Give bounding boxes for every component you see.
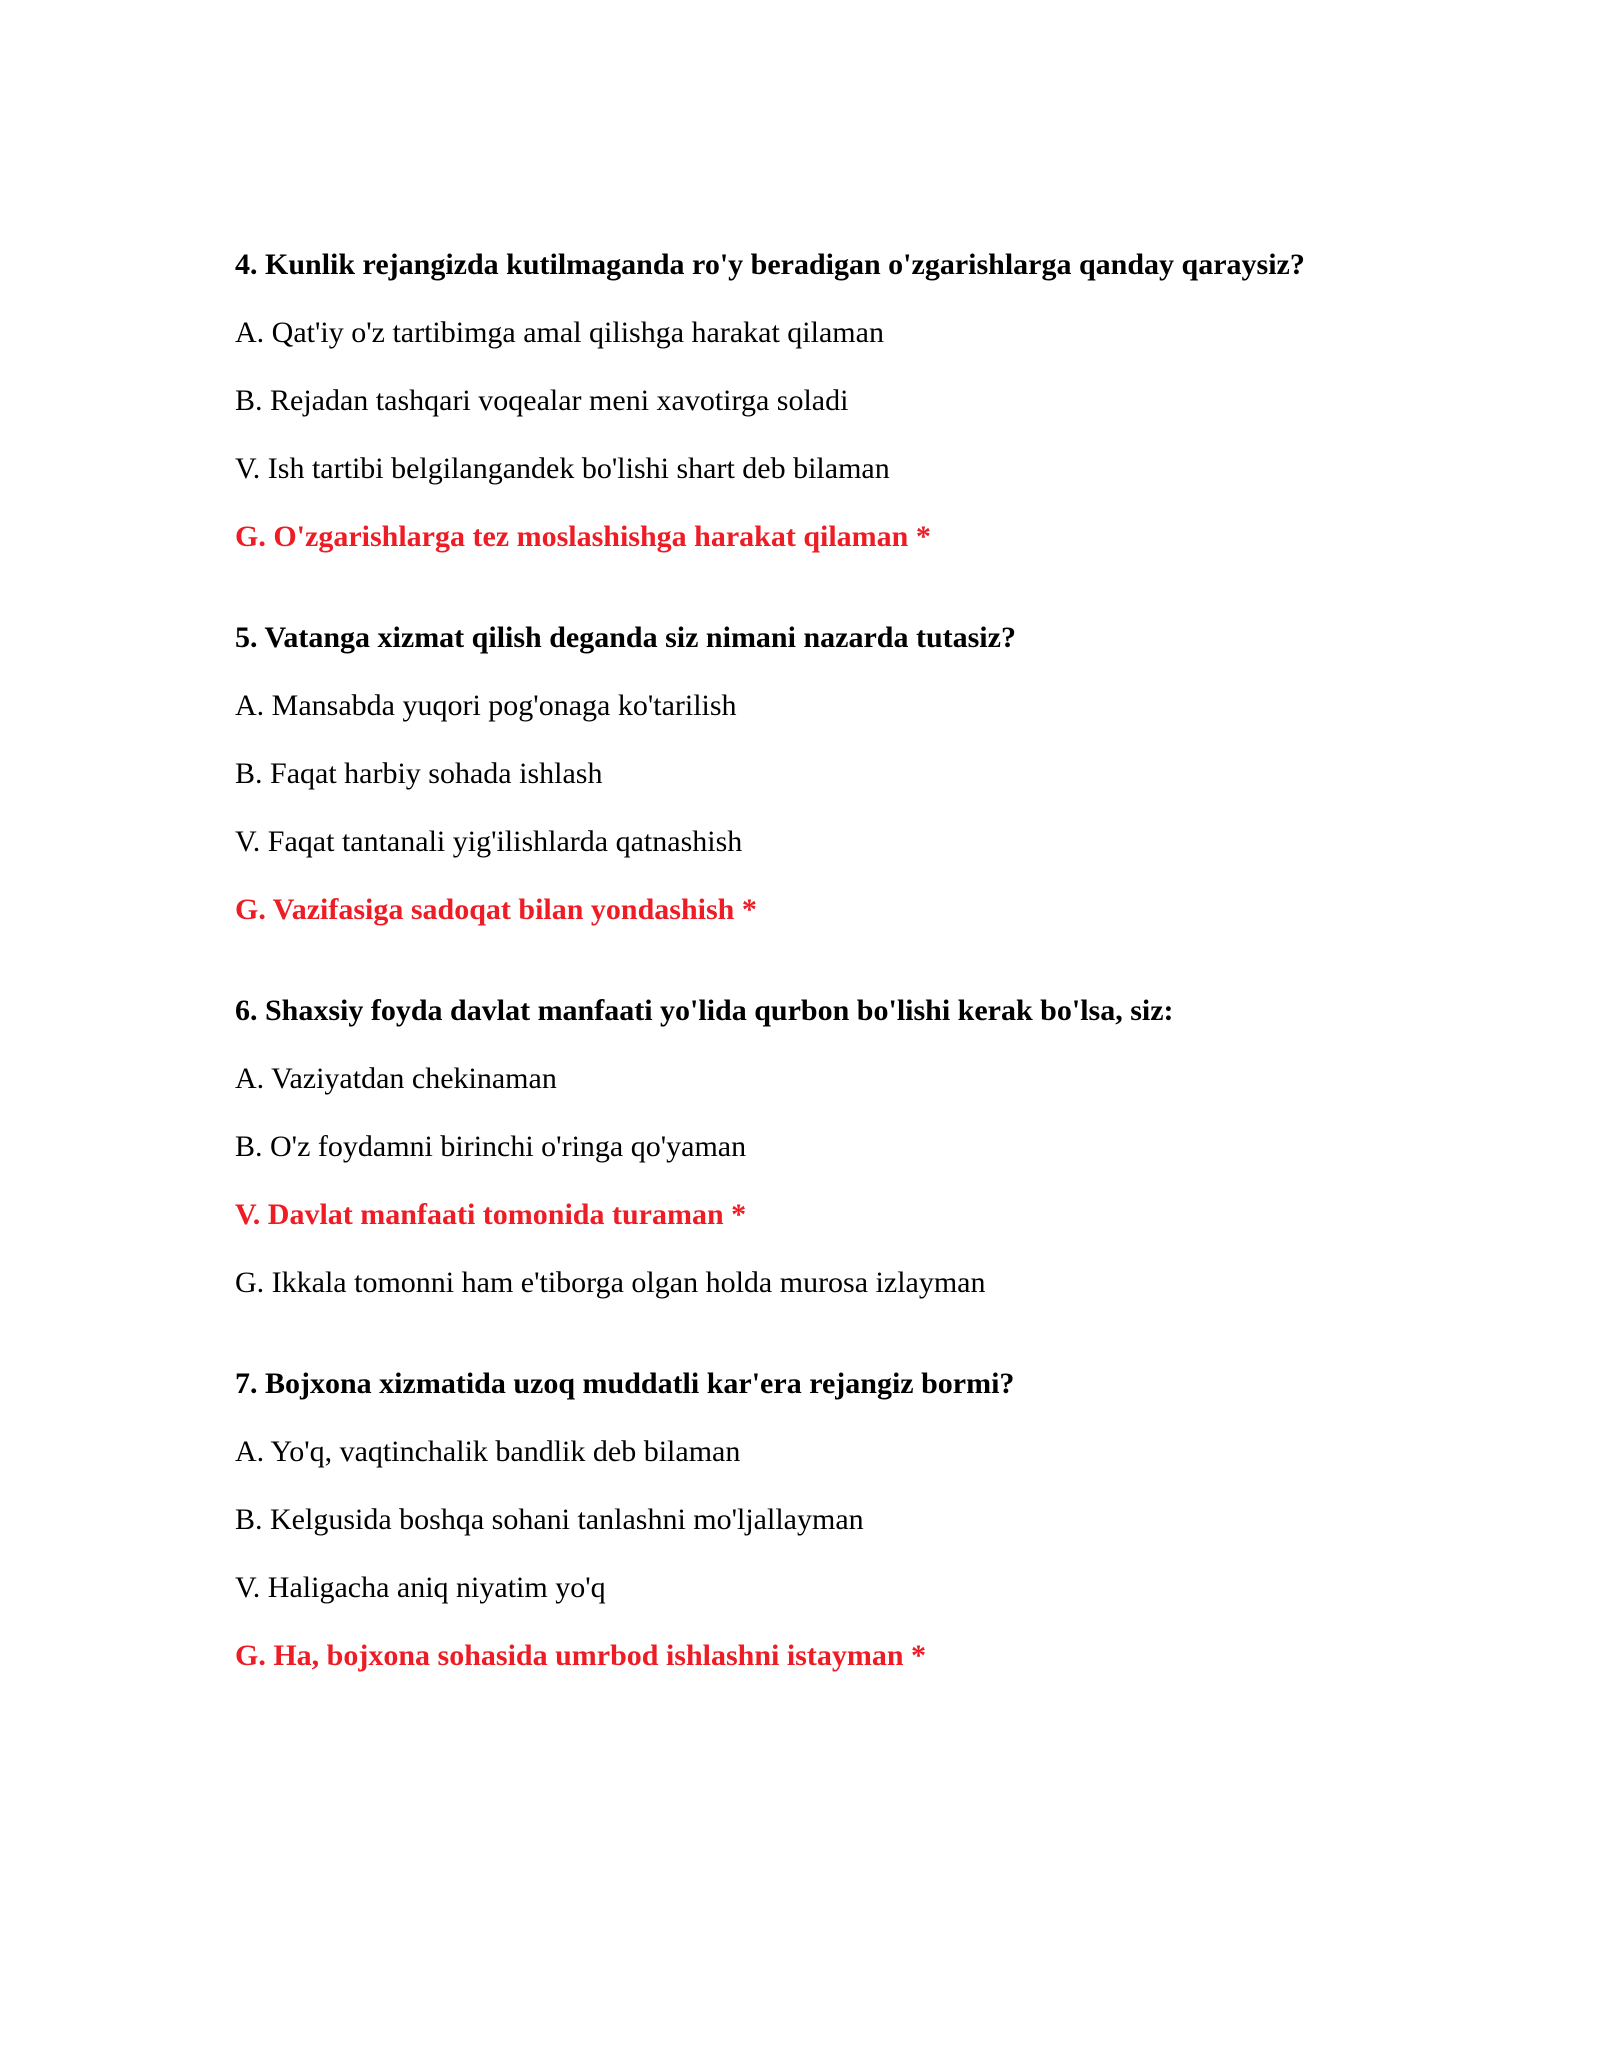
document-page xyxy=(235,248,1485,1740)
question-title: 4. Kunlik rejangizda kutilmaganda ro'y beradigan o'zgarishlarga qanday qaraysiz? xyxy=(235,248,1305,281)
question-title: 6. Shaxsiy foyda davlat manfaati yo'lida qurbon bo'lishi kerak bo'lsa, siz: xyxy=(235,994,1174,1027)
answer-option-b: B. Kelgusida boshqa sohani tanlashni mo'ljallayman xyxy=(235,1503,864,1536)
answer-option-a: A. Vaziyatdan chekinaman xyxy=(235,1062,557,1095)
question-title: 5. Vatanga xizmat qilish deganda siz nimani nazarda tutasiz? xyxy=(235,621,1016,654)
answer-option-v: V. Ish tartibi belgilangandek bo'lishi shart deb bilaman xyxy=(235,452,890,485)
question-block-7 xyxy=(235,1367,1485,1673)
answer-option-a: A. Mansabda yuqori pog'onaga ko'tarilish xyxy=(235,689,737,722)
answer-option-v-correct: V. Davlat manfaati tomonida turaman * xyxy=(235,1198,747,1231)
answer-option-v: V. Faqat tantanali yig'ilishlarda qatnashish xyxy=(235,825,743,858)
answer-option-g: G. Ikkala tomonni ham e'tiborga olgan holda murosa izlayman xyxy=(235,1266,986,1299)
answer-option-a: A. Yo'q, vaqtinchalik bandlik deb bilaman xyxy=(235,1435,741,1468)
question-title: 7. Bojxona xizmatida uzoq muddatli kar'era rejangiz bormi? xyxy=(235,1367,1015,1400)
answer-option-b: B. O'z foydamni birinchi o'ringa qo'yaman xyxy=(235,1130,747,1163)
answer-option-g-correct: G. Ha, bojxona sohasida umrbod ishlashni istayman * xyxy=(235,1639,927,1672)
answer-option-v: V. Haligacha aniq niyatim yo'q xyxy=(235,1571,606,1604)
answer-option-b: B. Rejadan tashqari voqealar meni xavotirga soladi xyxy=(235,384,849,417)
question-block-5 xyxy=(235,621,1485,927)
answer-option-b: B. Faqat harbiy sohada ishlash xyxy=(235,757,603,790)
question-block-4 xyxy=(235,248,1485,554)
answer-option-g-correct: G. Vazifasiga sadoqat bilan yondashish * xyxy=(235,893,757,926)
question-block-6 xyxy=(235,994,1485,1300)
answer-option-a: A. Qat'iy o'z tartibimga amal qilishga harakat qilaman xyxy=(235,316,884,349)
answer-option-g-correct: G. O'zgarishlarga tez moslashishga harakat qilaman * xyxy=(235,520,931,553)
